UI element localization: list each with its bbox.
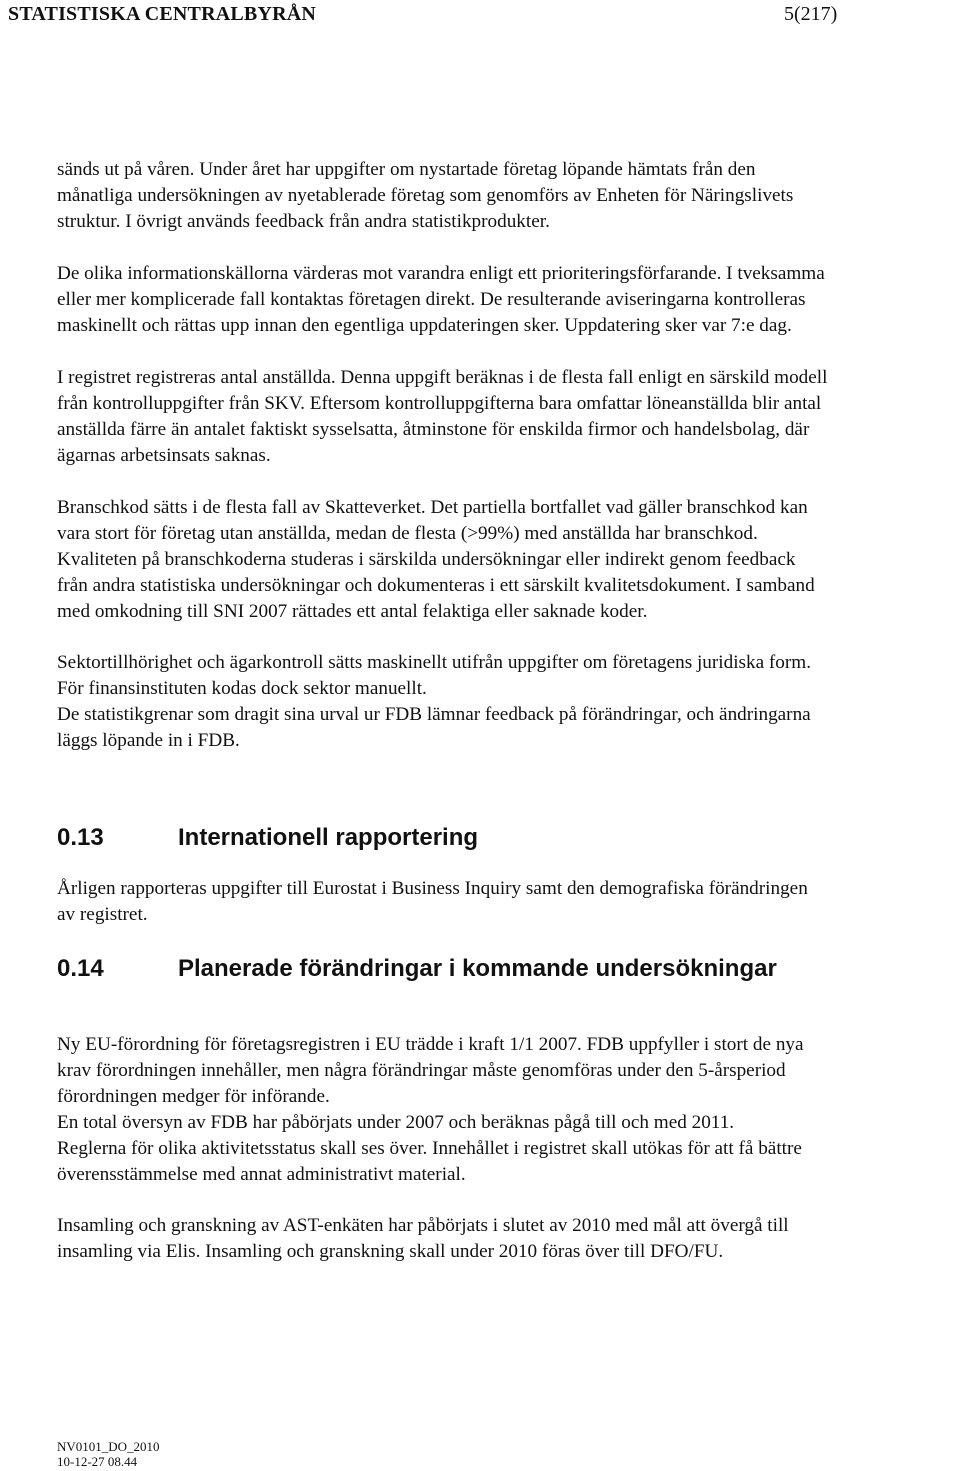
paragraph-employees [57,365,959,469]
section-heading-international-reporting [57,823,478,853]
text-line: För finansinstituten kodas dock sektor manuellt. [57,678,427,699]
section-number: 0.13 [57,824,104,851]
text-line: struktur. I övrigt används feedback från andra statistikprodukter. [57,211,550,232]
text-line: I registret registreras antal anställda. Denna uppgift beräknas i de flesta fall enligt en särskild modell [57,367,828,388]
text-line: med omkodning till SNI 2007 rättades ett antal felaktiga eller saknade koder. [57,601,648,622]
text-line: De olika informationskällorna värderas mot varandra enligt ett prioriteringsförfarande. I tveksamma [57,263,825,284]
text-line: vara stort för företag utan anställda, medan de flesta (>99%) med anställda har branschkod. [57,523,758,544]
paragraph-updates [57,157,959,235]
text-line: Reglerna för olika aktivitetsstatus skall ses över. Innehållet i registret skall utökas för att få bättre [57,1138,802,1159]
text-line: från andra statistiska undersökningar och dokumenteras i ett särskilt kvalitetsdokument. I samband [57,575,815,596]
text-line: av registret. [57,904,148,925]
section-number: 0.14 [57,955,104,982]
text-line: krav förordningen innehåller, men några förändringar måste genomföras under den 5-årsperiod [57,1060,786,1081]
header-organization: STATISTISKA CENTRALBYRÅN [8,3,317,25]
text-line: En total översyn av FDB har påbörjats under 2007 och beräknas pågå till och med 2011. [57,1112,735,1133]
text-line: Ny EU-förordning för företagsregistren i EU trädde i kraft 1/1 2007. FDB uppfyller i stort de nya [57,1034,804,1055]
text-line: Kvaliteten på branschkoderna studeras i särskilda undersökningar eller indirekt genom feedback [57,549,796,570]
text-line: från kontrolluppgifter från SKV. Eftersom kontrolluppgifterna bara omfattar löneanställda blir antal [57,393,822,414]
paragraph-eurostat [57,876,959,928]
text-line: anställda färre än antalet faktiskt sysselsatta, åtminstone för enskilda firmor och handelsbolag, där [57,419,810,440]
text-line: maskinellt och rättas upp innan den egentliga uppdateringen sker. Uppdatering sker var 7:e dag. [57,315,792,336]
text-line: månatliga undersökningen av nyetablerade företag som genomförs av Enheten för Näringslivets [57,185,794,206]
text-line: läggs löpande in i FDB. [57,730,240,751]
page-number: 5(217) [784,3,838,25]
text-line: Branschkod sätts i de flesta fall av Skatteverket. Det partiella bortfallet vad gäller branschkod kan [57,497,808,518]
paragraph-sector [57,650,959,754]
text-line: Insamling och granskning av AST-enkäten har påbörjats i slutet av 2010 med mål att övergå till [57,1215,789,1236]
section-title: Planerade förändringar i kommande undersökningar [178,955,777,982]
paragraph-eu-regulation [57,1032,959,1188]
text-line: sänds ut på våren. Under året har uppgifter om nystartade företag löpande hämtats från den [57,159,756,180]
text-line: De statistikgrenar som dragit sina urval ur FDB lämnar feedback på förändringar, och ändringarna [57,704,811,725]
text-line: överensstämmelse med annat administrativt material. [57,1164,466,1185]
footer-document-id: NV0101_DO_2010 [57,1439,160,1454]
text-line: Sektortillhörighet och ägarkontroll sätts maskinellt utifrån uppgifter om företagens juridiska form. [57,652,811,673]
text-line: förordningen medger för införande. [57,1086,330,1107]
footer-timestamp: 10-12-27 08.44 [57,1454,138,1469]
text-line: insamling via Elis. Insamling och granskning skall under 2010 föras över till DFO/FU. [57,1241,724,1262]
section-heading-planned-changes [57,954,777,984]
paragraph-ast-survey [57,1213,959,1265]
text-line: ägarnas arbetsinsats saknas. [57,445,271,466]
text-line: eller mer komplicerade fall kontaktas företagen direkt. De resulterande aviseringarna kontrolleras [57,289,806,310]
paragraph-industry-code [57,495,959,625]
paragraph-sources [57,261,959,339]
text-line: Årligen rapporteras uppgifter till Eurostat i Business Inquiry samt den demografiska förändringen [57,878,808,899]
section-title: Internationell rapportering [178,824,479,851]
